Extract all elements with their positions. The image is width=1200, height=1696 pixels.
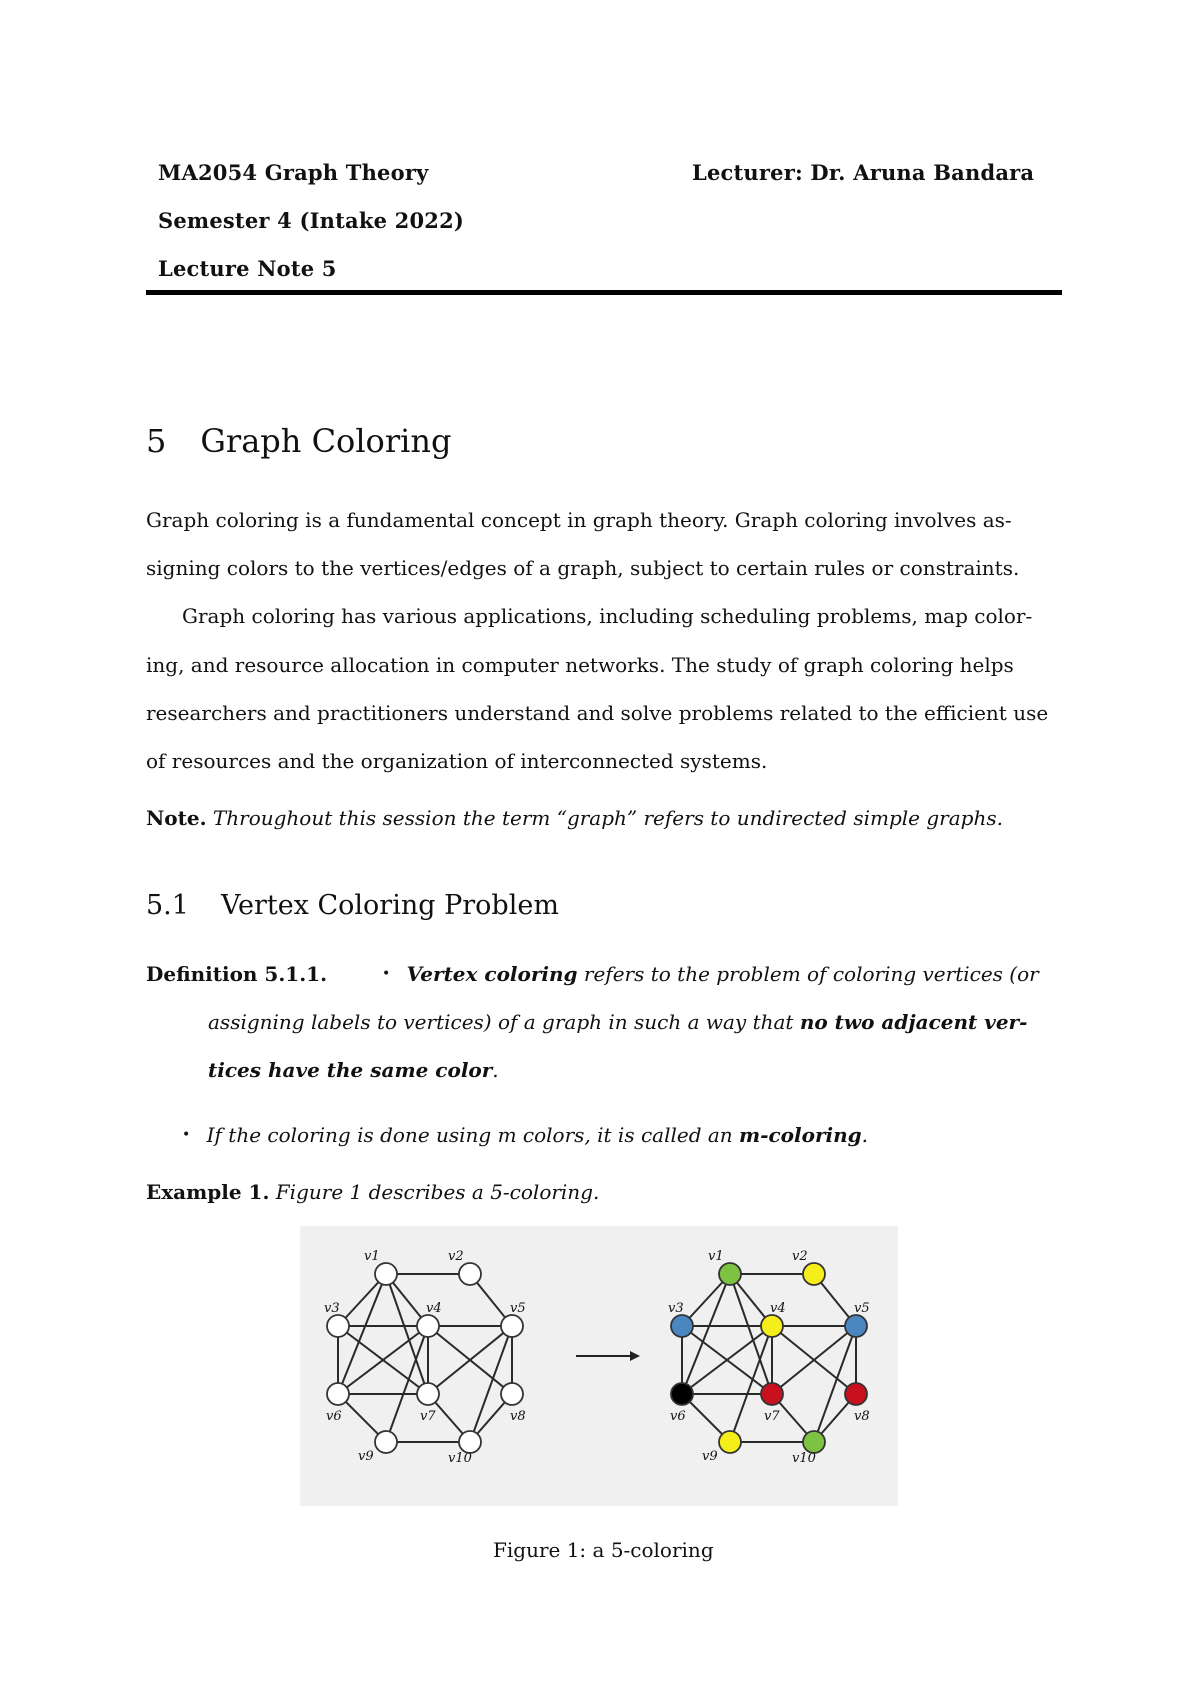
intro-line: of resources and the organization of interconnected systems. [146, 749, 768, 773]
vertex-label: v9 [702, 1449, 718, 1464]
graph-vertex-v3 [671, 1315, 693, 1337]
definition-emphasis: tices have the same color [208, 1058, 493, 1082]
definition-text: . [492, 1058, 499, 1082]
vertex-label: v3 [668, 1301, 684, 1316]
vertex-label: v2 [792, 1249, 808, 1264]
graph-vertex-v4 [761, 1315, 783, 1337]
vertex-label: v7 [420, 1409, 436, 1424]
lecture-note-number: Lecture Note 5 [158, 256, 337, 281]
graph-vertex-v1 [375, 1263, 397, 1285]
subsection-title: Vertex Coloring Problem [220, 890, 559, 921]
vertex-label: v3 [324, 1301, 340, 1316]
graph-vertex-v7 [417, 1383, 439, 1405]
definition-text: If the coloring is done using [206, 1123, 498, 1147]
term-vertex-coloring: Vertex coloring [406, 962, 578, 986]
vertex-label: v8 [510, 1409, 526, 1424]
vertex-label: v2 [448, 1249, 464, 1264]
bullet-1: • [382, 966, 391, 982]
example-label: Example 1. [146, 1180, 270, 1204]
graph-vertex-v4 [417, 1315, 439, 1337]
intro-line: Graph coloring has various applications, including scheduling problems, map color- [182, 604, 1033, 628]
uncolored-graph [324, 1249, 526, 1466]
figure-1 [300, 1226, 898, 1506]
subsection-heading [146, 890, 559, 921]
example-text: Figure 1 describes a 5-coloring. [275, 1180, 600, 1204]
graph-vertex-v8 [845, 1383, 867, 1405]
intro-line: ing, and resource allocation in computer networks. The study of graph coloring helps [146, 653, 1014, 677]
definition-emphasis: no two adjacent ver- [799, 1010, 1028, 1034]
intro-line: signing colors to the vertices/edges of a graph, subject to certain rules or constraints. [146, 556, 1020, 580]
vertex-label: v8 [854, 1409, 870, 1424]
vertex-label: v5 [854, 1301, 870, 1316]
vertex-label: v10 [448, 1451, 472, 1466]
term-m-coloring: m-coloring [739, 1123, 862, 1147]
definition-label: Definition 5.1.1. [146, 962, 328, 986]
graph-vertex-v2 [803, 1263, 825, 1285]
graph-vertex-v7 [761, 1383, 783, 1405]
vertex-label: v4 [426, 1301, 442, 1316]
graph-vertex-v8 [501, 1383, 523, 1405]
vertex-label: v1 [364, 1249, 380, 1264]
graph-vertex-v10 [803, 1431, 825, 1453]
colored-graph [668, 1249, 870, 1466]
figure-caption: Figure 1: a 5-coloring [493, 1538, 714, 1562]
arrow-icon [576, 1351, 640, 1361]
graph-vertex-v9 [719, 1431, 741, 1453]
header-rule [146, 290, 1062, 295]
graph-vertex-v1 [719, 1263, 741, 1285]
note-label: Note. [146, 806, 207, 830]
vertex-label: v5 [510, 1301, 526, 1316]
vertex-label: v9 [358, 1449, 374, 1464]
lecturer-name: Lecturer: Dr. Aruna Bandara [692, 160, 1035, 185]
section-heading [146, 422, 451, 460]
definition-bullet-1-line-1 [382, 950, 1039, 1001]
example-paragraph [146, 1168, 599, 1216]
graph-vertex-v2 [459, 1263, 481, 1285]
definition-text: . [861, 1123, 868, 1147]
graph-vertex-v6 [327, 1383, 349, 1405]
graph-vertex-v5 [501, 1315, 523, 1337]
semester-info: Semester 4 (Intake 2022) [158, 208, 465, 233]
vertex-label: v1 [708, 1249, 724, 1264]
vertex-label: v6 [326, 1409, 342, 1424]
course-title: MA2054 Graph Theory [158, 160, 429, 185]
graph-vertex-v6 [671, 1383, 693, 1405]
definition-bullet-2 [182, 1111, 868, 1162]
math-m: m [497, 1123, 517, 1147]
graph-vertex-v3 [327, 1315, 349, 1337]
subsection-number: 5.1 [146, 890, 189, 921]
definition-bullet-1-line-3 [208, 1046, 499, 1094]
graph-vertex-v5 [845, 1315, 867, 1337]
vertex-label: v6 [670, 1409, 686, 1424]
vertex-label: v7 [764, 1409, 780, 1424]
graph-vertex-v10 [459, 1431, 481, 1453]
intro-line: researchers and practitioners understand and solve problems related to the efficient use [146, 701, 1049, 725]
section-title: Graph Coloring [200, 422, 452, 460]
note-text: Throughout this session the term “graph” refers to undirected simple graphs. [212, 806, 1003, 830]
graph-vertex-v9 [375, 1431, 397, 1453]
vertex-label: v4 [770, 1301, 786, 1316]
note-paragraph [146, 794, 1003, 842]
vertex-label: v10 [792, 1451, 816, 1466]
intro-line: Graph coloring is a fundamental concept in graph theory. Graph coloring involves as- [146, 508, 1012, 532]
bullet-2: • [182, 1127, 191, 1143]
graph-coloring-figure [300, 1226, 898, 1506]
definition-text: assigning labels to vertices) of a graph in such a way that [208, 1010, 800, 1034]
section-number: 5 [146, 422, 167, 460]
definition-text: colors, it is called an [516, 1123, 740, 1147]
definition-text: refers to the problem of coloring vertices (or [577, 962, 1039, 986]
definition-bullet-1-line-2 [208, 998, 1027, 1046]
